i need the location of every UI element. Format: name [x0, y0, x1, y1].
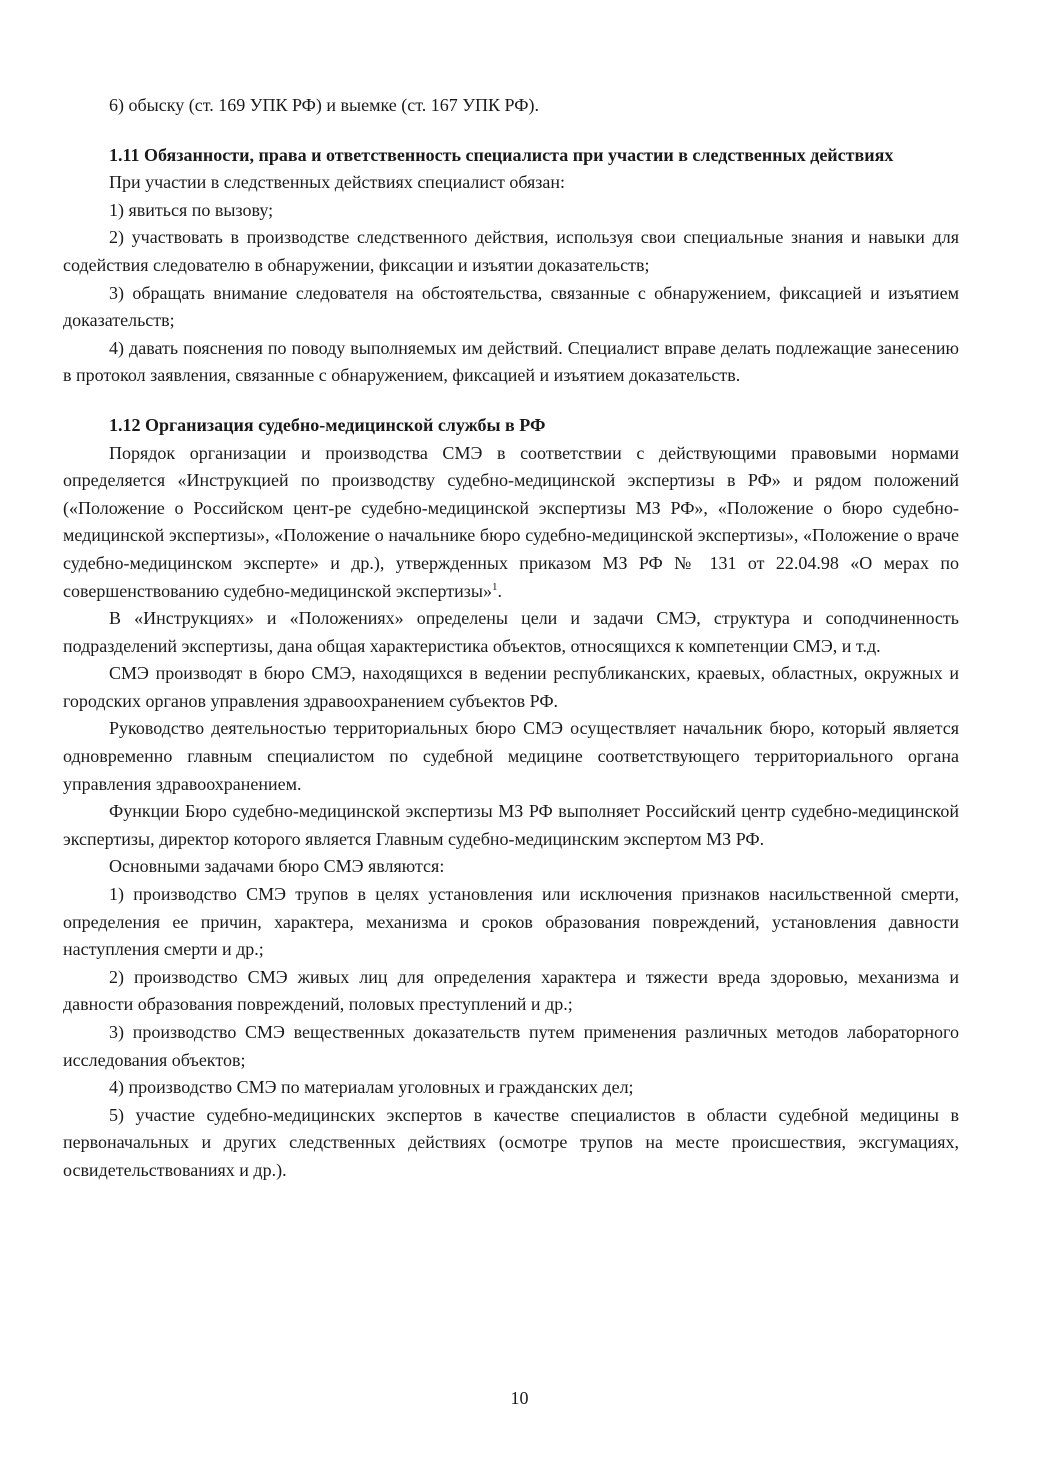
list-item-6: 6) обыску (ст. 169 УПК РФ) и выемке (ст. 167 УПК РФ).	[109, 95, 539, 115]
list-item: 1) явиться по вызову;	[109, 199, 274, 220]
section-gap	[63, 390, 959, 412]
list-item: 2) участвовать в производстве следственного действия, используя свои специальные знания и навыки для содействия следователю в обнаружении, фиксации и изъятии доказательств;	[63, 227, 959, 275]
list-item: 3) обращать внимание следователя на обстоятельства, связанные с обнаружением, фиксацией и изъятием доказательств;	[63, 282, 959, 331]
list-item: 3) производство СМЭ вещественных доказательств путем применения различных методов лабораторного исследования объектов;	[63, 1022, 959, 1070]
list-item: 4) производство СМЭ по материалам уголовных и гражданских дел;	[109, 1077, 634, 1098]
paragraph: Функции Бюро судебно-медицинской экспертизы МЗ РФ выполняет Российский центр судебно-медицинской экспертизы, директор которого является Главным судебно-медицинским экспертом МЗ РФ.	[63, 801, 959, 849]
paragraph: В «Инструкциях» и «Положениях» определены цели и задачи СМЭ, структура и соподчиненность подразделений экспертизы, дана общая характеристика объектов, относящихся к компетенции СМЭ, и т.д.	[63, 608, 959, 656]
intro-end: .	[497, 580, 502, 601]
document-page	[63, 92, 959, 1185]
list-item: 2) производство СМЭ живых лиц для определения характера и тяжести вреда здоровью, механизма и давности образования повреждений, половых преступлений и др.;	[63, 966, 959, 1015]
paragraph: Основными задачами бюро СМЭ являются:	[109, 856, 445, 877]
paragraph: СМЭ производят в бюро СМЭ, находящихся в ведении республиканских, краевых, областных, окружных и городских органов управления здравоохранением субъектов РФ.	[63, 663, 959, 711]
paragraph: При участии в следственных действиях специалист обязан:	[109, 172, 566, 193]
list-item: 1) производство СМЭ трупов в целях установления или исключения признаков насильственной смерти, определения ее причин, характера, механизма и сроков образования повреждений, установления давности наступления смерти и др.;	[63, 884, 959, 960]
list-item: 5) участие судебно-медицинских экспертов в качестве специалистов в области судебной медицины в первоначальных и других следственных действиях (осмотре трупов на месте происшествия, эксгумациях, освидетельствованиях и др.).	[63, 1104, 959, 1180]
list-item: 4) давать пояснения по поводу выполняемых им действий. Специалист вправе делать подлежащие занесению в протокол заявления, связанные с обнаружением, фиксацией и изъятием доказательств.	[63, 337, 959, 386]
footnote-mark: 1	[492, 580, 498, 593]
page-number: 10	[510, 1388, 529, 1408]
section-1-11-heading: 1.11 Обязанности, права и ответственность специалиста при участии в следственных действиях	[109, 144, 894, 165]
section-1-12-heading: 1.12 Организация судебно-медицинской службы в РФ	[109, 414, 546, 435]
intro-paragraph	[63, 440, 959, 606]
paragraph: Руководство деятельностью территориальных бюро СМЭ осуществляет начальник бюро, который является одновременно главным специалистом по судебной медицине соответствующего территориального органа управления здравоохранением.	[63, 718, 959, 794]
intro-text: Порядок организации и производства СМЭ в соответствии с действующими правовыми нормами определяется «Инструкцией по производству судебно-медицинской экспертизы в РФ» и рядом положений («Положение о Российском цент-ре судебно-медицинской экспертизы МЗ РФ», «Положение о бюро судебно-медицинской экспертизы», «Положение о начальнике бюро судебно-медицинской экспертизы», «Положение о враче судебно-медицинском эксперте» и др.), утвержденных приказом МЗ РФ № 131 от 22.04.98 «О мерах по совершенствованию судебно-медицинской экспертизы»	[63, 442, 959, 601]
